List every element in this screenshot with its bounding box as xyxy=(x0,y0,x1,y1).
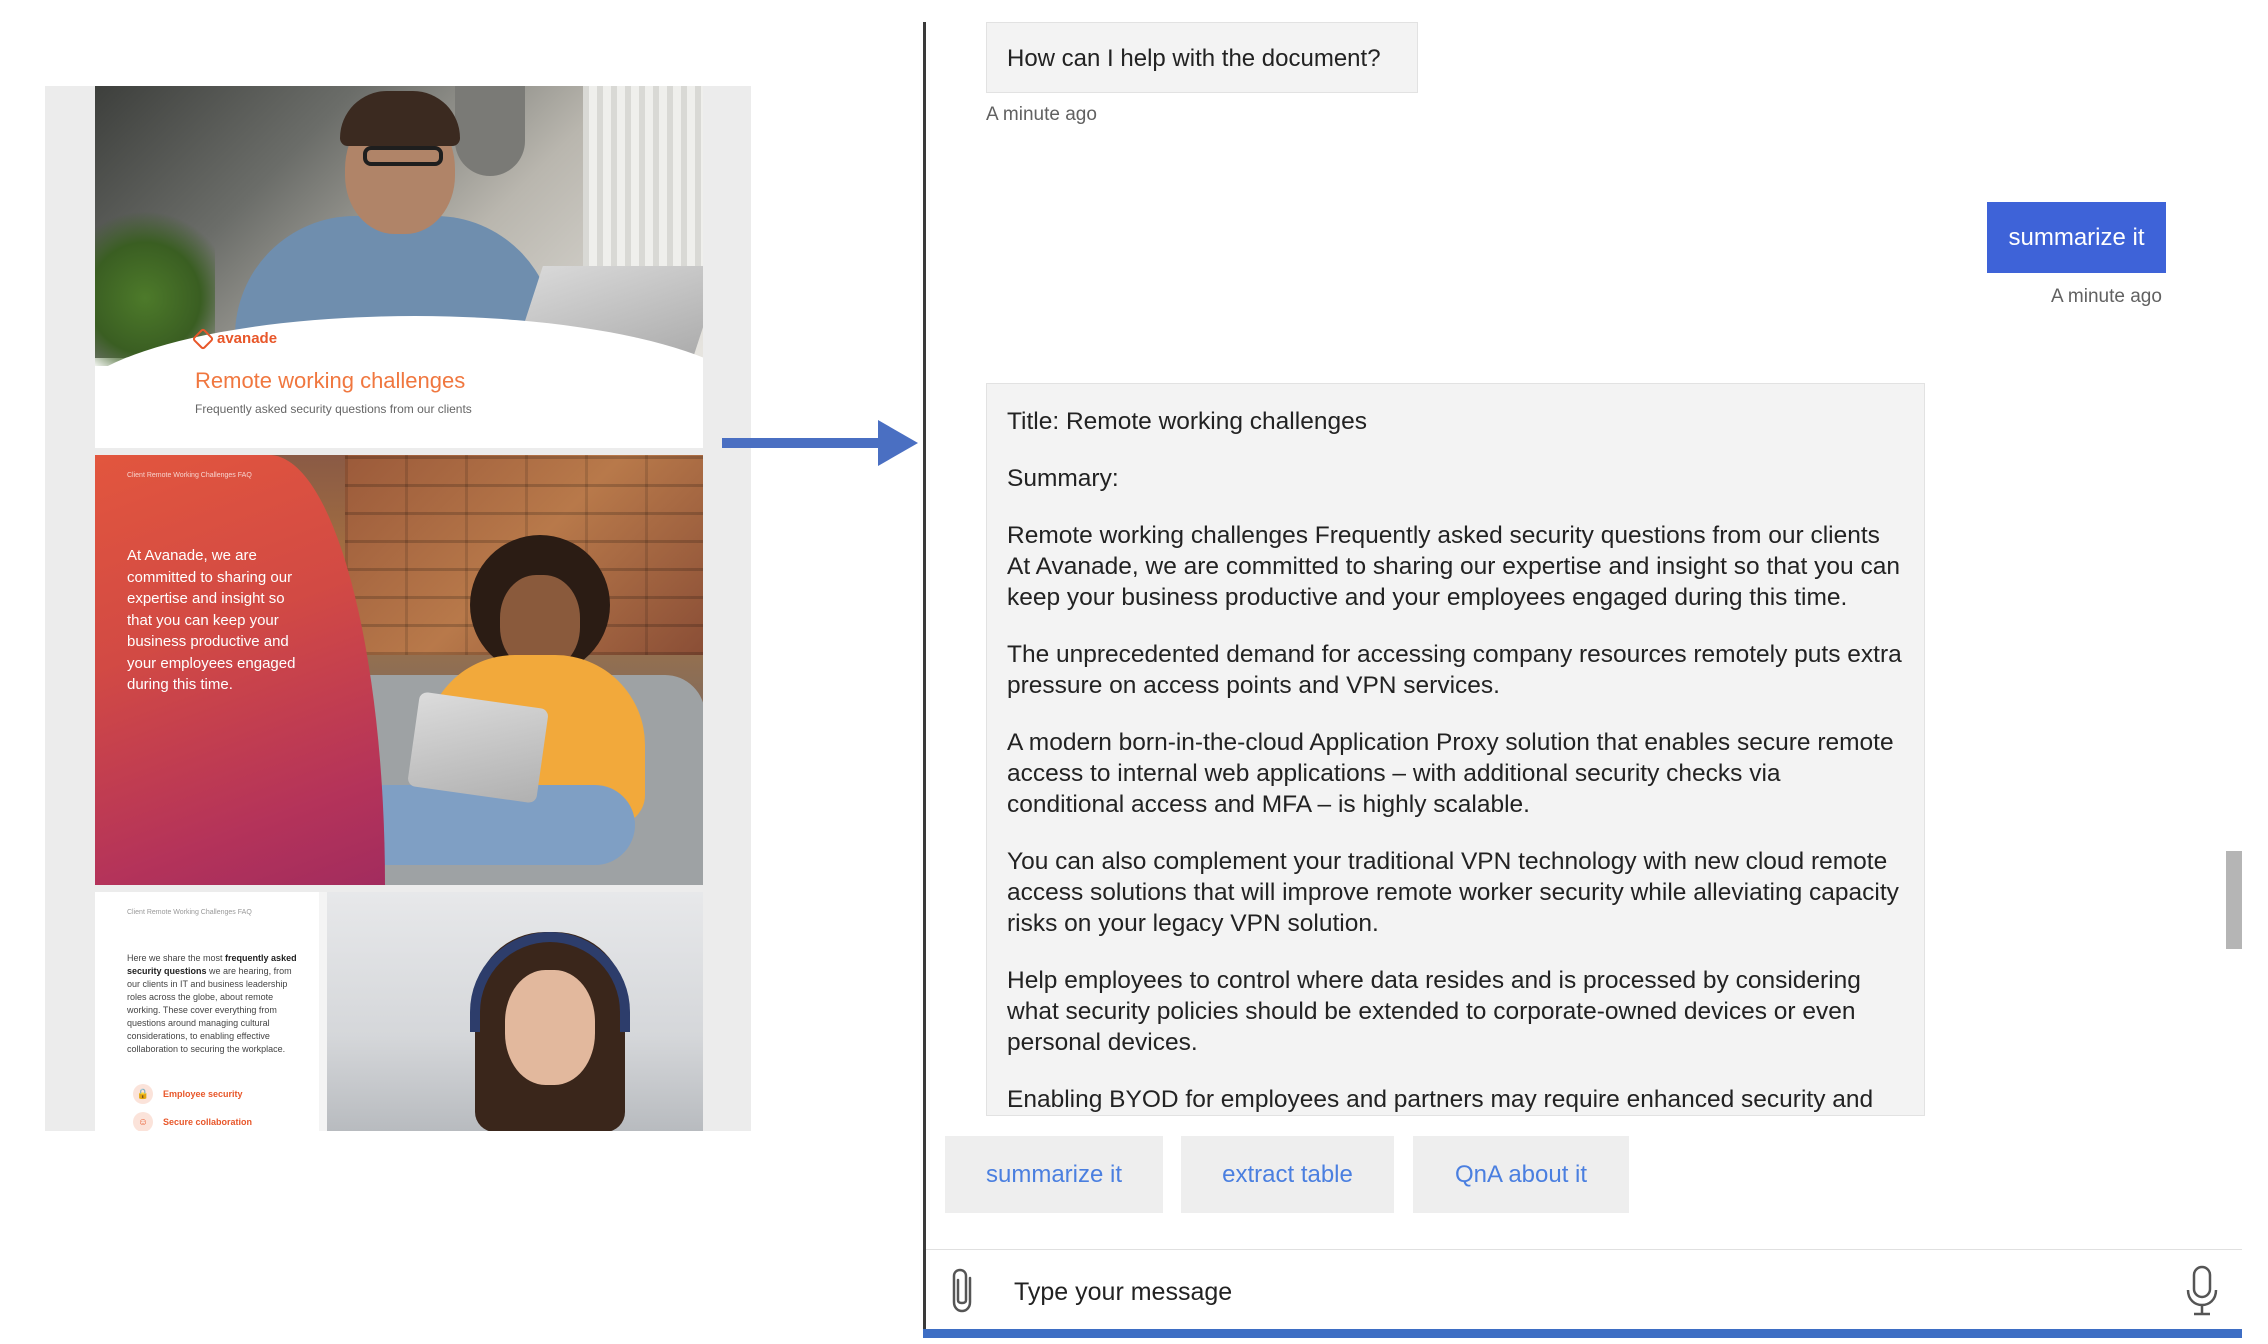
brand-name: avanade xyxy=(217,330,278,347)
chat-scrollbar[interactable] xyxy=(2226,851,2242,949)
suggestion-extract-table-button[interactable]: extract table xyxy=(1181,1136,1394,1213)
avanade-logo-icon xyxy=(192,327,215,350)
summary-paragraph: The unprecedented demand for accessing company resources remotely puts extra pressure on access points and VPN services. xyxy=(1007,641,1902,699)
avanade-logo xyxy=(195,330,277,347)
page-header: Client Remote Working Challenges FAQ xyxy=(127,472,252,479)
summary-label: Summary: xyxy=(1007,465,1119,492)
document-page-2 xyxy=(95,455,703,885)
summary-title: Title: Remote working challenges xyxy=(1007,408,1367,435)
lock-icon: 🔒 xyxy=(133,1084,153,1104)
summary-paragraph: Help employees to control where data resides and is processed by considering what security policies should be extended to corporate-owned devices or even personal devices. xyxy=(1007,967,1861,1056)
paperclip-icon[interactable] xyxy=(944,1266,984,1316)
message-timestamp: A minute ago xyxy=(2051,286,2162,307)
message-timestamp: A minute ago xyxy=(986,104,1097,125)
document-page-1 xyxy=(95,86,703,448)
faq-item: 🔒 Employee security xyxy=(133,1084,243,1104)
microphone-icon[interactable] xyxy=(2182,1264,2222,1318)
document-page-3 xyxy=(95,892,703,1131)
document-title: Remote working challenges xyxy=(195,368,466,393)
summary-paragraph: You can also complement your traditional VPN technology with new cloud remote access solutions that will improve remote worker security while alleviating capacity risks on your legacy VPN solution. xyxy=(1007,848,1899,937)
right-arrow-icon xyxy=(720,418,920,468)
intro-text: At Avanade, we are committed to sharing our expertise and insight so that you can keep your business productive and your employees engaged during this time. xyxy=(127,547,296,693)
input-focus-bar xyxy=(923,1329,2242,1338)
people-icon: ☺ xyxy=(133,1112,153,1131)
summary-paragraph: Remote working challenges Frequently asked security questions from our clients At Avanade, we are committed to sharing our expertise and insight so that you can keep your business productive and your employees engaged during this time. xyxy=(1007,522,1900,611)
user-message: summarize it xyxy=(1987,202,2166,273)
faq-intro: Here we share the most frequently asked security questions we are hearing, from our clients in IT and business leadership roles across the globe, about remote working. These cover everything from questions around managing cultural considerations, to enabling effective collaboration to securing the workplace. xyxy=(127,953,297,1054)
summary-message xyxy=(986,383,1925,1116)
suggestion-summarize-button[interactable]: summarize it xyxy=(945,1136,1163,1213)
document-subtitle: Frequently asked security questions from our clients xyxy=(195,402,472,416)
message-input[interactable] xyxy=(1012,1268,2166,1316)
faq-item: ☺ Secure collaboration xyxy=(133,1112,252,1131)
document-preview xyxy=(45,86,751,1131)
page-header: Client Remote Working Challenges FAQ xyxy=(127,909,252,916)
suggestion-qna-button[interactable]: QnA about it xyxy=(1413,1136,1629,1213)
chat-panel-border xyxy=(923,22,926,1337)
summary-paragraph: A modern born-in-the-cloud Application Proxy solution that enables secure remote access to internal web applications – with additional security checks via conditional access and MFA – is highly scalable. xyxy=(1007,729,1894,818)
summary-paragraph: Enabling BYOD for employees and partners may require enhanced security and xyxy=(1007,1086,1874,1113)
bot-message: How can I help with the document? xyxy=(986,22,1418,93)
